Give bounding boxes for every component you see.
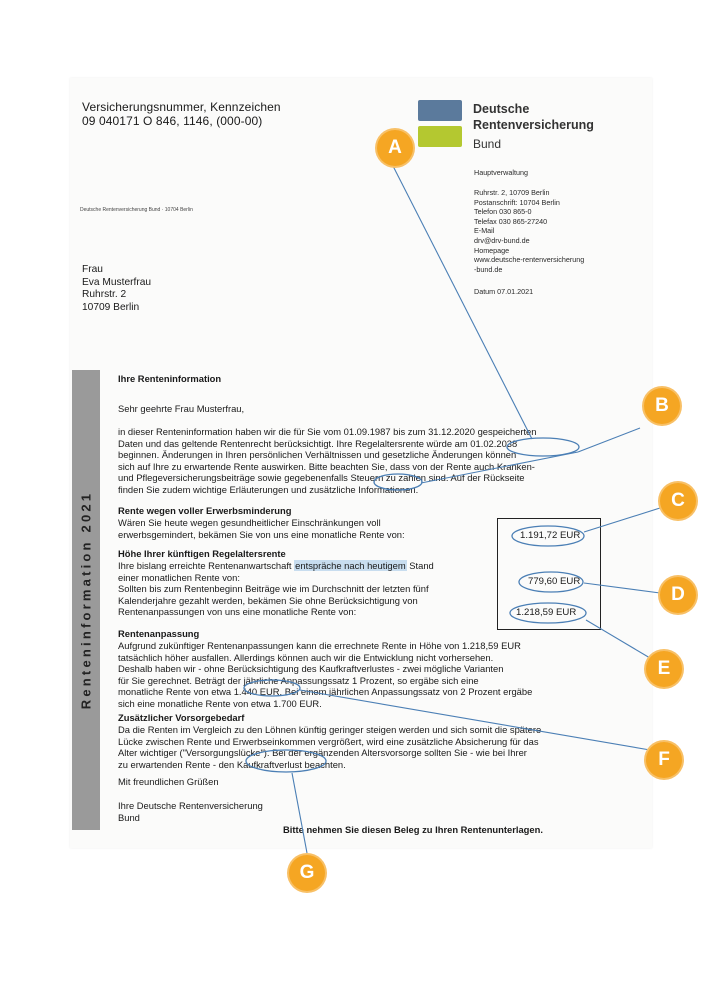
insurance-label: Versicherungsnummer, Kennzeichen [82, 100, 281, 114]
text-line: Kalenderjahre gezahlt werden, bekämen Sie ohne Berücksichtigung von [118, 594, 418, 606]
text-line: monatliche Rente von etwa 1.440 EUR. Bei einem jährlichen Anpassungssatz von 2 Prozent ergäbe [118, 686, 533, 698]
text-line: zu erwartenden Rente - den Kaufkraftverlust beachten. [118, 758, 346, 770]
arrow-e [586, 620, 650, 658]
intro-line: sich auf Ihre zu erwartende Rente auswirken. Bitte beachten Sie, dass von der Rente auch Kranken- [118, 460, 535, 472]
text-line: sich eine monatliche Rente von etwa 1.700 EUR. [118, 697, 322, 709]
circle-amount-c [512, 526, 584, 546]
circle-kaufkraftverlust [246, 750, 326, 772]
section-erwerbsminderung-title: Rente wegen voller Erwerbsminderung [118, 505, 292, 516]
section-regelaltersrente-title: Höhe Ihrer künftigen Regelaltersrente [118, 548, 286, 559]
text-line: Rentenanpassungen von uns eine monatliche Rente von: [118, 606, 357, 618]
text-line: Wären Sie heute wegen gesundheitlicher Einschränkungen voll [118, 517, 381, 528]
marker-b: B [644, 388, 680, 424]
text-line: Da die Renten im Vergleich zu den Löhnen künftig geringer steigen werden und sich somit die spätere [118, 724, 542, 735]
intro-line: und Pflegeversicherungsbeiträge sowie gegebenenfalls Steuern zu zahlen sind. Auf der Rückseite [118, 472, 525, 484]
arrow-g [292, 773, 307, 853]
sidebar-label: Renteninformation 2021 [78, 490, 94, 710]
amount-regelaltersrente-kuenftig: 1.218,59 EUR [516, 607, 577, 618]
recipient-line: Frau [82, 264, 103, 275]
contact-line: E-Mail [474, 226, 495, 236]
marker-c: C [660, 483, 696, 519]
marker-d: D [660, 577, 696, 613]
arrow-b [578, 428, 640, 452]
intro-line: Daten und das geltende Rentenrecht berücksichtigt. Ihre Regelaltersrente würde am 01.02.2038 [118, 437, 518, 449]
intro-line: in dieser Renteninformation haben wir die für Sie vom 01.09.1987 bis zum 31.12.2020 gespeicherten [118, 426, 537, 437]
arrow-c [584, 508, 660, 532]
contact-homepage: www.deutsche-rentenversicherung [474, 255, 585, 265]
arrow-d [584, 583, 660, 593]
footer-note: Bitte nehmen Sie diesen Beleg zu Ihren Rentenunterlagen. [283, 824, 543, 835]
contact-email: drv@drv-bund.de [474, 235, 530, 245]
intro-line: beginnen. Änderungen in Ihren persönlichen Verhältnissen und gesetzliche Änderungen können [118, 449, 517, 461]
marker-e: E [646, 651, 682, 687]
marker-g: G [289, 855, 325, 891]
arrow-f [300, 690, 650, 750]
text-line: Lücke zwischen Rente und Erwerbseinkommen vergrößert, wird eine zusätzliche Absicherung für das [118, 735, 539, 747]
circle-start-date [507, 438, 579, 456]
intro-line: finden Sie zudem wichtige Erläuterungen und zusätzliche Informationen. [118, 483, 419, 495]
text-fragment: Stand [409, 560, 434, 571]
letter-date: Datum 07.01.2021 [474, 287, 534, 296]
circle-steuern [374, 474, 422, 490]
contact-homepage-cont: -bund.de [474, 264, 503, 274]
arrow-a [393, 166, 532, 439]
circle-1440 [244, 680, 300, 696]
contact-line: Telefax 030 865-27240 [474, 216, 548, 226]
logo-line-1: Deutsche [473, 102, 530, 116]
circle-amount-d [519, 572, 583, 592]
contact-line: Ruhrstr. 2, 10709 Berlin [474, 188, 550, 197]
recipient-line: Ruhrstr. 2 [82, 289, 127, 301]
amount-erwerbsminderung: 1.191,72 EUR [520, 530, 581, 541]
arrow-b2 [421, 452, 578, 483]
contact-line: Telefon 030 865-0 [474, 207, 532, 217]
letter-salutation: Sehr geehrte Frau Musterfrau, [118, 403, 245, 414]
letter-closing: Mit freundlichen Grüßen [118, 776, 219, 787]
marker-a: A [377, 130, 413, 166]
signature-line-1: Ihre Deutsche Rentenversicherung [118, 800, 263, 811]
section-rentenanpassung-title: Rentenanpassung [118, 628, 200, 639]
text-line: einer monatlichen Rente von: [118, 571, 240, 583]
amount-regelaltersrente-heute: 779,60 EUR [528, 576, 581, 587]
text-line: tatsächlich höher ausfallen. Allerdings können auch wir die Entwicklung nicht vorhersehen. [118, 651, 494, 663]
contact-line: Homepage [474, 245, 510, 255]
text-line: Alter wichtiger ("Versorgungslücke"). Bei der ergänzenden Altersvorsorge sollten Sie - wie bei Ihrer [118, 747, 527, 759]
text-line: erwerbsgemindert, bekämen Sie von uns eine monatliche Rente von: [118, 528, 405, 540]
letter-subject: Ihre Renteninformation [118, 373, 222, 384]
logo-line-2: Rentenversicherung [473, 118, 594, 132]
contact-department: Hauptverwaltung [474, 168, 528, 177]
circle-amount-e [510, 603, 586, 623]
highlighted-phrase: entspräche nach heutigem [295, 560, 406, 571]
text-line: Aufgrund zukünftiger Rentenanpassungen kann die errechnete Rente in Höhe von 1.218,59 EUR [118, 640, 521, 651]
marker-f: F [646, 742, 682, 778]
text-line: für Sie gerechnet. Beträgt der jährliche Anpassungssatz 1 Prozent, so ergäbe sich eine [118, 674, 479, 686]
sender-line: Deutsche Rentenversicherung Bund · 10704 Berlin [80, 207, 193, 213]
contact-line: Postanschrift: 10704 Berlin [474, 197, 560, 207]
signature-line-2: Bund [118, 812, 140, 823]
section-vorsorgebedarf-title: Zusätzlicher Vorsorgebedarf [118, 712, 245, 723]
insurance-number: 09 040171 O 846, 1146, (000-00) [82, 114, 263, 128]
text-line: Deshalb haben wir - ohne Berücksichtigung des Kaufkraftverlustes - zwei mögliche Varianten [118, 663, 504, 675]
recipient-line: Eva Musterfrau [82, 276, 152, 288]
logo-line-3: Bund [473, 137, 502, 151]
text-line: Sollten bis zum Rentenbeginn Beiträge wie im Durchschnitt der letzten fünf [118, 583, 429, 595]
recipient-line: 10709 Berlin [82, 301, 140, 313]
text-fragment: Ihre bislang erreichte Rentenanwartschaft [118, 560, 292, 571]
